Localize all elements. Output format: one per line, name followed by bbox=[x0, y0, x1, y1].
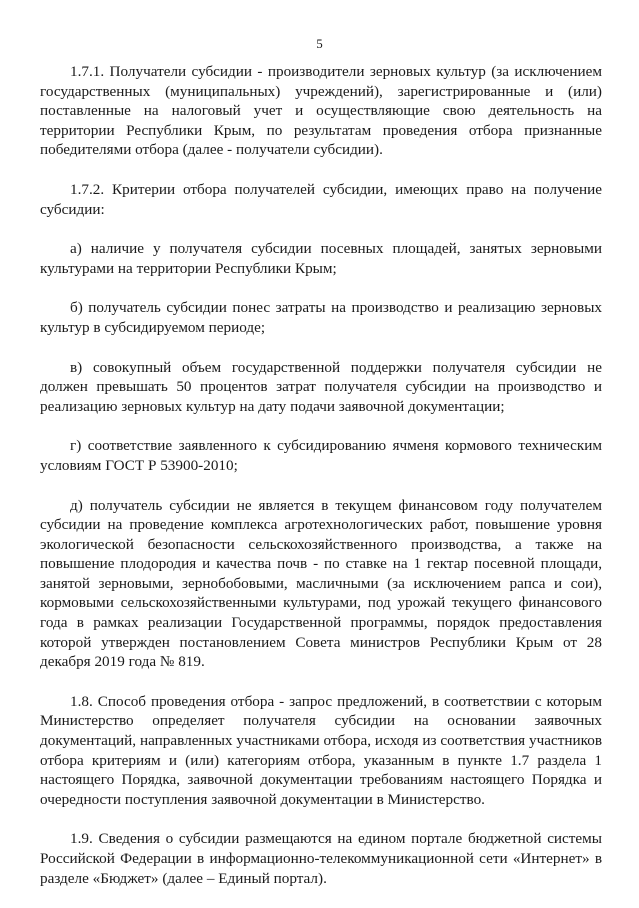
paragraph-1-9: 1.9. Сведения о субсидии размещаются на едином портале бюджетной системы Российской Федерации в информационно-телекоммуникационной сети «Интернет» в разделе «Бюджет» (далее – Единый портал). bbox=[40, 830, 602, 887]
criterion-d: д) получатель субсидии не является в текущем финансовом году получателем субсидии на проведение комплекса агротехнологических работ, повышение уровня экологической безопасности сельскохозяйственного производства, а также на повышение плодородия и качества почв - по ставке на 1 гектар посевной площади, занятой зерновыми, зернобобовыми, масличными (за исключением рапса и сои), кормовыми сельскохозяйственными культурами, под урожай текущего финансового года в рамках реализации Государственной программы, порядок предоставления которой утвержден постановлением Совета министров Республики Крым от 28 декабря 2019 года № 819. bbox=[40, 496, 602, 671]
page-number: 5 bbox=[316, 36, 323, 51]
criterion-g: г) соответствие заявленного к субсидированию ячменя кормового техническим условиям ГОСТ Р 53900-2010; bbox=[40, 437, 602, 474]
criterion-v: в) совокупный объем государственной поддержки получателя субсидии не должен превышать 50 процентов затрат получателя субсидии на производство и реализацию зерновых культур на дату подачи заявочной документации; bbox=[40, 358, 602, 415]
paragraph-1-7-1: 1.7.1. Получатели субсидии - производители зерновых культур (за исключением государственных (муниципальных) учреждений), зарегистрированные и (или) поставленные на налоговый учет и осуществляющие свою деятельность на территории Республики Крым, по результатам проведения отбора признанные победителями отбора (далее - получатели субсидии). bbox=[40, 63, 602, 159]
criterion-b: б) получатель субсидии понес затраты на производство и реализацию зерновых культур в субсидируемом периоде; bbox=[40, 299, 602, 336]
paragraph-1-8: 1.8. Способ проведения отбора - запрос предложений, в соответствии с которым Министерство определяет получателя субсидии на основании заявочных документаций, направленных участниками отбора, исходя из соответствия участников отбора критериям и (или) категориям отбора, указанным в пункте 1.7 раздела 1 настоящего Порядка, заявочной документации требованиям настоящего Порядка и очередности поступления заявочной документации в Министерство. bbox=[40, 692, 602, 808]
document-body bbox=[40, 62, 602, 908]
criterion-a: а) наличие у получателя субсидии посевных площадей, занятых зерновыми культурами на территории Республики Крым; bbox=[40, 240, 602, 277]
paragraph-1-7-2: 1.7.2. Критерии отбора получателей субсидии, имеющих право на получение субсидии: bbox=[40, 180, 602, 218]
